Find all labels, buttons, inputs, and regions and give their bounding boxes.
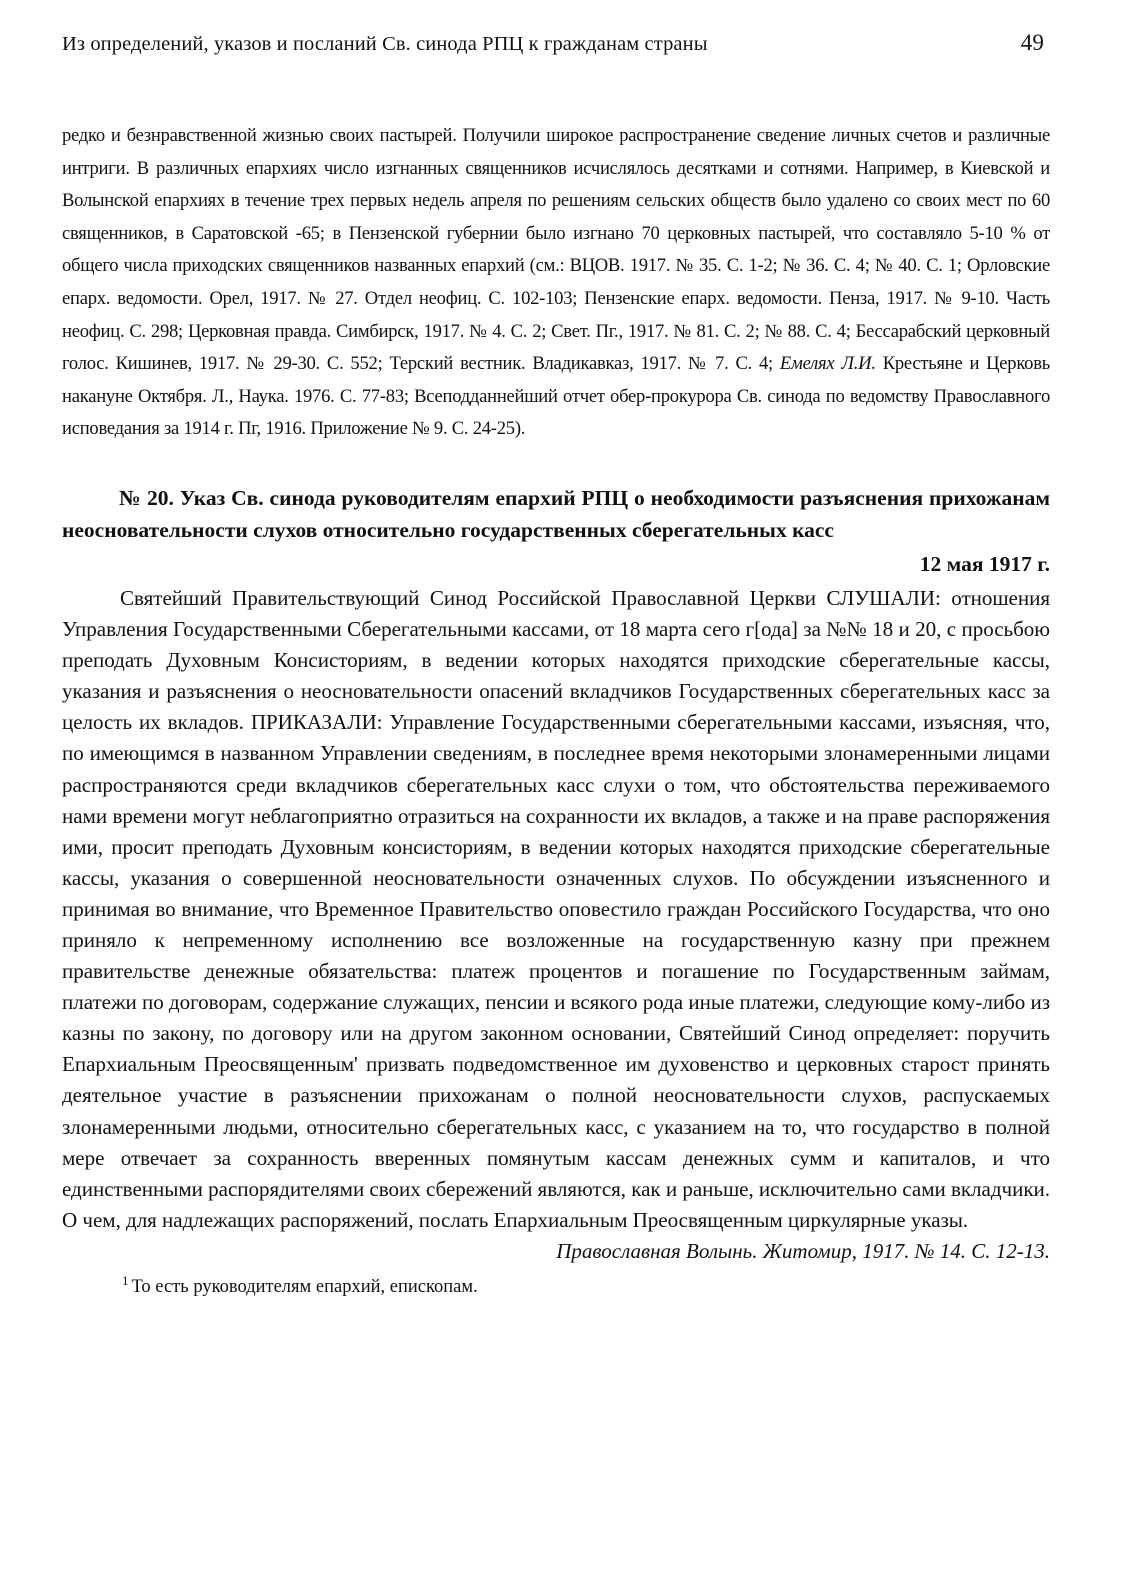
running-header-title: Из определений, указов и посланий Св. синода РПЦ к гражданам страны [62,33,708,55]
page-number: 49 [1020,30,1044,55]
footnote-text: То есть руководителям епархий, епископам. [131,1277,478,1298]
note-text-part1: редко и безнравственной жизнью своих пастырей. Получили широкое распространение сведение личных счетов и различные интриги. В различных епархиях число изгнанных священников исчислялось десятками и сотнями. Например, в Киевской и Волынской епархиях в течение трех первых недель апреля по решениям сельских обществ было удалено со своих мест по 60 священников, в Саратовской -65; в Пензенской губернии было изгнано 70 церковных пастырей, что составляло 5-10 % от общего числа приходских священников названных епархий (см.: ВЦОВ. 1917. № 35. С. 1-2; № 36. С. 4; № 40. С. 1; Орловские епарх. ведомости. Орел, 1917. № 27. Отдел неофиц. С. 102-103; Пензенские епарх. ведомости. Пенза, 1917. № 9-10. Часть неофиц. С. 298; Церковная правда. Симбирск, 1917. № 4. С. 2; Свет. Пг., 1917. № 81. С. 2; № 88. С. 4; Бессарабский церковный голос. Кишинев, 1917. № 29-30. С. 552; Терский вестник. Владикавказ, 1917. № 7. С. 4; [62,125,1050,375]
document-date: 12 мая 1917 г. [919,551,1050,576]
document-heading: № 20. Указ Св. синода руководителям епархий РПЦ о необходимости разъяснения прихожанам неосновательности слухов относительно государственных сберегательных касс [62,485,1050,542]
footnote-reference: ' [354,1052,358,1077]
footnote-marker: 1 [122,1272,129,1288]
document-body-part2: призвать подведомственное им духовенство и церковных старост принять деятельное участие в разъяснении прихожанам о полной неосновательности слухов, распускаемых злонамеренными людьми, относительно сберегательных касс, с указанием на то, что государство в полной мере отвечает за сохранность вверенных помянутым кассам денежных сумм и капиталов, и что единственными распорядителями своих сбережений являются, как и раньше, исключительно сами вкладчики. О чем, для надлежащих распоряжений, послать Епархиальным Преосвященным циркулярные указы. [62,1052,1050,1232]
document-body-part1: Святейший Правительствующий Синод Российской Православной Церкви СЛУШАЛИ: отношения Управления Государственными Сберегательными кассами, от 18 марта сего г[ода] за №№ 18 и 20, с просьбою преподать Духовным Консисториям, в ведении которых находятся приходские сберегательные кассы, указания и разъяснения о неосновательности опасений вкладчиков Государственных сберегательных касс за целость их вкладов. ПРИКАЗАЛИ: Управление Государственными сберегательными кассами, изъясняя, что, по имеющимся в названном Управлении сведениям, в последнее время некоторыми злонамеренными лицами распространяются среди вкладчиков сберегательных касс слухи о том, что обстоятельства переживаемого нами времени могут неблагоприятно отразиться на сохранности их вкладов, а также и на праве распоряжения ими, просит преподать Духовным консисториям, в ведении которых находятся приходские сберегательные кассы, указания о совершенной неосновательности означенных слухов. По обсуждении изъясненного и принимая во внимание, что Временное Правительство оповестило граждан Российского Государства, что оно приняло к непременному исполнению все возложенные на государственную казну при прежнем правительстве денежные обязательства: платеж процентов и погашение по Государственным займам, платежи по договорам, содержание служащих, пенсии и всякого рода иные платежи, следующие кому-либо из казны по закону, по договору или на другом законном основании, Святейший Синод определяет: поручить Епархиальным Преосвященным [62,585,1050,1077]
note-text-part2: Крестьяне и Церковь накануне Октября. Л., Наука. 1976. С. 77-83; Всеподданнейший отчет обер-прокурора Св. синода по ведомству Православного исповедания за 1914 г. Пг, 1916. Приложение № 9. С. 24-25). [62,353,1050,440]
running-header [62,30,1050,76]
page [62,30,1050,1301]
note-author-italic: Емелях Л.И. [779,353,876,375]
note-continuation [62,120,1050,446]
footnote [62,1267,1050,1301]
document-source: Православная Волынь. Житомир, 1917. № 14. С. 12-13. [556,1238,1050,1263]
document-body [62,583,1050,1236]
